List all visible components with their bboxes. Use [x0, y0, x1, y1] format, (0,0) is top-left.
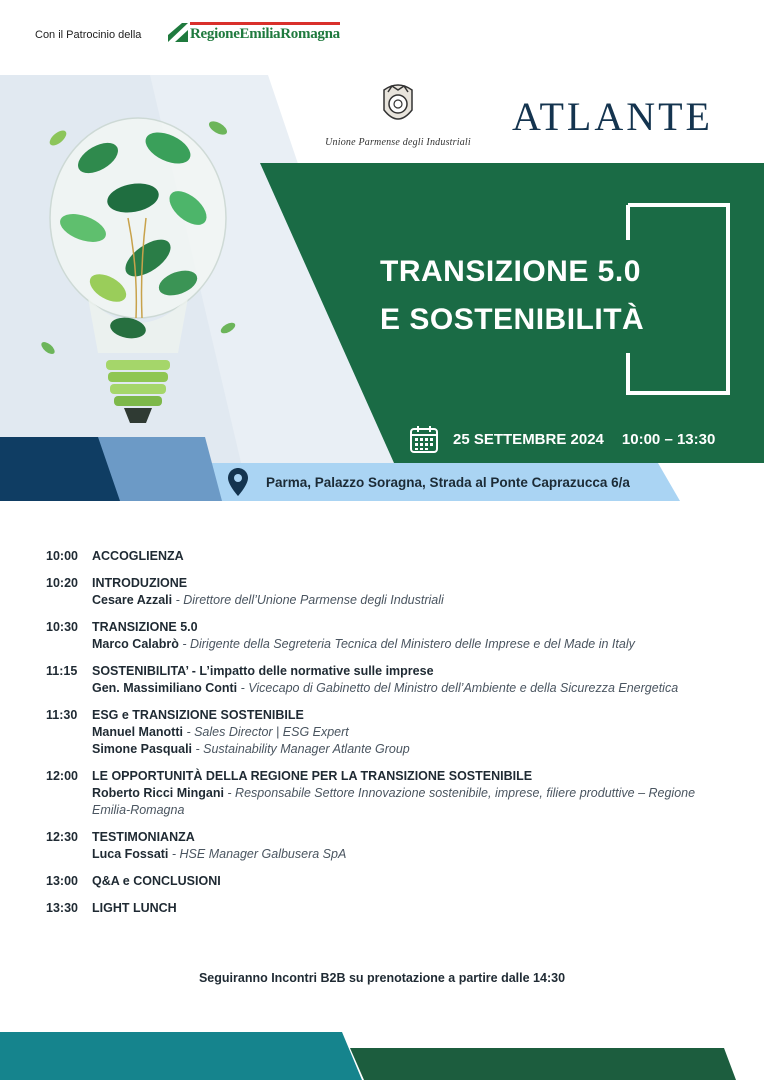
agenda-item [46, 873, 736, 890]
agenda-time: 12:30 [46, 830, 78, 844]
agenda-speaker [92, 680, 736, 697]
agenda-title: LE OPPORTUNITÀ DELLA REGIONE PER LA TRANSIZIONE SOSTENIBILE [92, 769, 533, 783]
speaker-role: - HSE Manager Galbusera SpA [168, 847, 347, 861]
agenda-time: 10:30 [46, 620, 78, 634]
speaker-name: Simone Pasquali [92, 742, 193, 756]
agenda-body [92, 707, 736, 758]
agenda-subtitle: - L’impatto delle normative sulle imprese [188, 664, 434, 678]
event-time: 10:00 – 13:30 [621, 430, 716, 448]
speaker-name: Gen. Massimiliano Conti [92, 681, 238, 695]
agenda-speaker [92, 636, 736, 653]
agenda-item [46, 900, 736, 917]
agenda-speaker [92, 785, 736, 819]
calendar-icon [409, 424, 439, 454]
agenda-title-line [92, 663, 736, 680]
speaker-role: - Sustainability Manager Atlante Group [192, 742, 410, 756]
region-logo [168, 22, 340, 43]
agenda-title: LIGHT LUNCH [92, 901, 177, 915]
agenda-title: ESG e TRANSIZIONE SOSTENIBILE [92, 708, 304, 722]
agenda-title-line [92, 768, 736, 785]
upi-logo [318, 80, 478, 148]
agenda-title: TESTIMONIANZA [92, 830, 195, 844]
agenda-title: INTRODUZIONE [92, 576, 188, 590]
agenda-time: 11:30 [46, 708, 78, 722]
speaker-role: - Direttore dell’Unione Parmense degli Industriali [172, 593, 444, 607]
speaker-role: - Dirigente della Segreteria Tecnica del Ministero delle Imprese e del Made in Italy [178, 637, 635, 651]
event-title-line1: TRANSIZIONE 5.0 [380, 255, 641, 288]
agenda-item [46, 768, 736, 819]
agenda-body [92, 829, 736, 863]
agenda-body [92, 768, 736, 819]
agenda-title-line [92, 548, 736, 565]
b2b-note: Seguiranno Incontri B2B su prenotazione a partire dalle 14:30 [198, 971, 566, 985]
agenda-title-line [92, 619, 736, 636]
agenda-time: 13:00 [46, 874, 78, 888]
agenda-time: 11:15 [46, 664, 78, 678]
agenda-time: 12:00 [46, 769, 78, 783]
speaker-name: Cesare Azzali [92, 593, 173, 607]
upi-name: Unione Parmense degli Industriali [325, 137, 471, 148]
agenda-speaker [92, 592, 736, 609]
event-title-line2: E SOSTENIBILITÀ [380, 303, 645, 336]
speaker-role: - Responsabile Settore Innovazione sostenibile, imprese, filiere produttive – Regione Emilia-Romagna [92, 786, 696, 817]
bottom-band [0, 1032, 764, 1080]
agenda-time: 10:20 [46, 576, 78, 590]
agenda-title-line [92, 575, 736, 592]
region-name: RegioneEmiliaRomagna [190, 26, 340, 42]
agenda-time: 10:00 [46, 549, 78, 563]
agenda-title: Q&A e CONCLUSIONI [92, 874, 221, 888]
agenda-body [92, 900, 736, 917]
atlante-logo: ATLANTE [512, 94, 713, 139]
event-title [380, 248, 644, 344]
speaker-name: Manuel Manotti [92, 725, 183, 739]
agenda-item [46, 619, 736, 653]
location-row [228, 468, 630, 496]
agenda-speaker [92, 724, 736, 741]
agenda-title-line [92, 873, 736, 890]
agenda-title-line [92, 707, 736, 724]
agenda-body [92, 548, 736, 565]
agenda-title-line [92, 829, 736, 846]
agenda-body [92, 663, 736, 697]
agenda-title: ACCOGLIENZA [92, 549, 184, 563]
agenda-title: SOSTENIBILITA’ [92, 664, 189, 678]
upi-crest-icon [376, 80, 420, 130]
agenda-body [92, 575, 736, 609]
agenda-item [46, 707, 736, 758]
agenda-time: 13:30 [46, 901, 78, 915]
event-place: Parma, Palazzo Soragna, Strada al Ponte Caprazucca 6/a [266, 474, 630, 490]
agenda-item [46, 548, 736, 565]
agenda-list [46, 548, 736, 927]
lightbulb-leaves-illustration [28, 88, 248, 438]
agenda-speaker [92, 741, 736, 758]
agenda-item [46, 575, 736, 609]
agenda-item [46, 829, 736, 863]
agenda-body [92, 873, 736, 890]
agenda-item [46, 663, 736, 697]
speaker-name: Marco Calabrò [92, 637, 179, 651]
agenda-speaker [92, 846, 736, 863]
agenda-title-line [92, 900, 736, 917]
speaker-name: Roberto Ricci Mingani [92, 786, 224, 800]
agenda-body [92, 619, 736, 653]
region-flag-icon [168, 23, 188, 42]
agenda-title: TRANSIZIONE 5.0 [92, 620, 198, 634]
speaker-name: Luca Fossati [92, 847, 169, 861]
event-date: 25 SETTEMBRE 2024 [453, 430, 604, 448]
patronage-text: Con il Patrocinio della [35, 29, 142, 41]
map-pin-icon [228, 468, 248, 496]
speaker-role: - Sales Director | ESG Expert [182, 725, 349, 739]
speaker-role: - Vicecapo di Gabinetto del Ministro dell’Ambiente e della Sicurezza Energetica [237, 681, 679, 695]
date-row [409, 424, 715, 454]
